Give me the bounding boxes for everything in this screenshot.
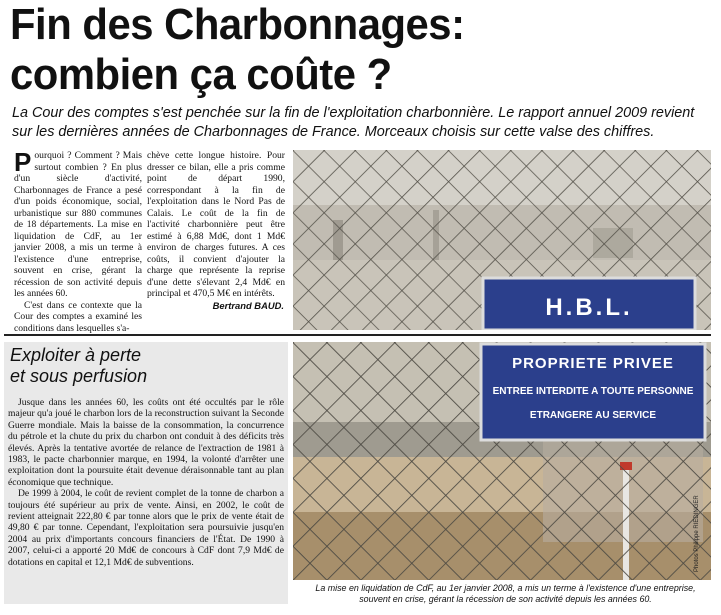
article-1-paragraph-1: ourquoi ? Comment ? Mais surtout combien ? En plus d'un siècle d'activité, Charbonnages de France a pesé d'un poids économique, social, urbanistique sur 880 communes de 18 départements. La mise en liquidation de CdF, au 1er janvier 2008, a mis un terme à l'existence d'une entreprise, souvent en crise, gérant la récession de son activité depuis les années 60. [14,150,142,299]
sign-text-line-2: ENTREE INTERDITE A TOUTE PERSONNE [492,386,694,397]
standfirst: La Cour des comptes s'est penchée sur la fin de l'exploitation charbonnière. Le rapport annuel 2009 revient sur les dernières années de Charbonnages de France. Morceaux choisis sur cette valse des chiffres. [12,105,695,140]
article-2-paragraph-1: Jusque dans les années 60, les coûts ont été occultés par le rôle majeur qu'a joué le charbon lors de la reconstruction suivant la Seconde Guerre mondiale. Mais la baisse de la consommation, la concurrence du pétrole et la chute du prix du charbon ont conduit à des déficits très élevés. Après la tentative avortée de relance de l'extraction de 1981 à 1983, le pacte charbonnier marque, en 1994, la volonté d'arrêter une exploitation dont la poursuite était devenue déraisonnable tant au plan économique que technique. [8,397,284,488]
article-2-subhead [10,345,280,387]
photo-credit: Photos Philippe RIEDINGER [694,495,700,572]
article-2-subhead-line-2: et sous perfusion [10,366,148,386]
sign-text-line-3: ETRANGERE AU SERVICE [529,410,657,421]
headline-line-1: Fin des Charbonnages: [10,0,465,49]
photo-fence-private-property [293,342,711,580]
article-2-body [8,397,284,568]
article-2-paragraph-2: De 1999 à 2004, le coût de revient complet de la tonne de charbon a toujours été supérieur au prix de vente. Ainsi, en 2002, le coût de revient atteignait 222,80 € par tonne alors que le prix de vente était de 49,80 € par tonne. Cependant, l'exploitation sera poursuivie jusqu'en 2004 au prix d'importants concours financiers de l'État. De 1990 à 2007, celui-ci a apporté 20 Md€ de concours à CdF dont 7,9 Md€ de dotations en capital et 12,1 Md€ de subventions. [8,488,284,568]
section-divider [4,334,711,336]
photo-fence-private-illustration [293,342,711,580]
photo-fence-hbl [293,150,711,330]
author-signature: Bertrand BAUD. [212,300,284,311]
article-2-subhead-line-1: Exploiter à perte [10,345,142,365]
drop-cap: P [14,147,32,177]
article-column-2 [147,150,285,300]
photo-fence-hbl-illustration [293,150,711,330]
headline-line-2: combien ça coûte ? [10,50,392,99]
sign-text-line-1: PROPRIETE PRIVEE [512,355,674,372]
hbl-sign-text: H.B.L. [545,294,633,321]
article-1-paragraph-2: C'est dans ce contexte que la Cour des comptes a examiné les conditions dans lesquelles s'a- [14,299,142,334]
photo-caption: La mise en liquidation de CdF, au 1er janvier 2008, a mis un terme à l'existence d'une entreprise, souvent en crise, gérant la récession de son activité depuis les années 60. [315,583,696,605]
article-1-paragraph-3: chève cette longue histoire. Pour dresser ce bilan, elle a pris comme point de départ 1990, correspondant à la fin de l'exploitation dans le Nord Pas de Calais. Le coût de la fin de l'activité charbonnière peut être estimé à 6,88 Md€, dont 1 Md€ environ de charges futures. A ces coûts, il convient d'ajouter la charge que représente la reprise d'une dette s'élevant 2,4 Md€ en principal et 470,5 M€ en intérêts. [147,150,285,299]
article-column-1 [14,147,142,334]
headline [10,0,675,100]
